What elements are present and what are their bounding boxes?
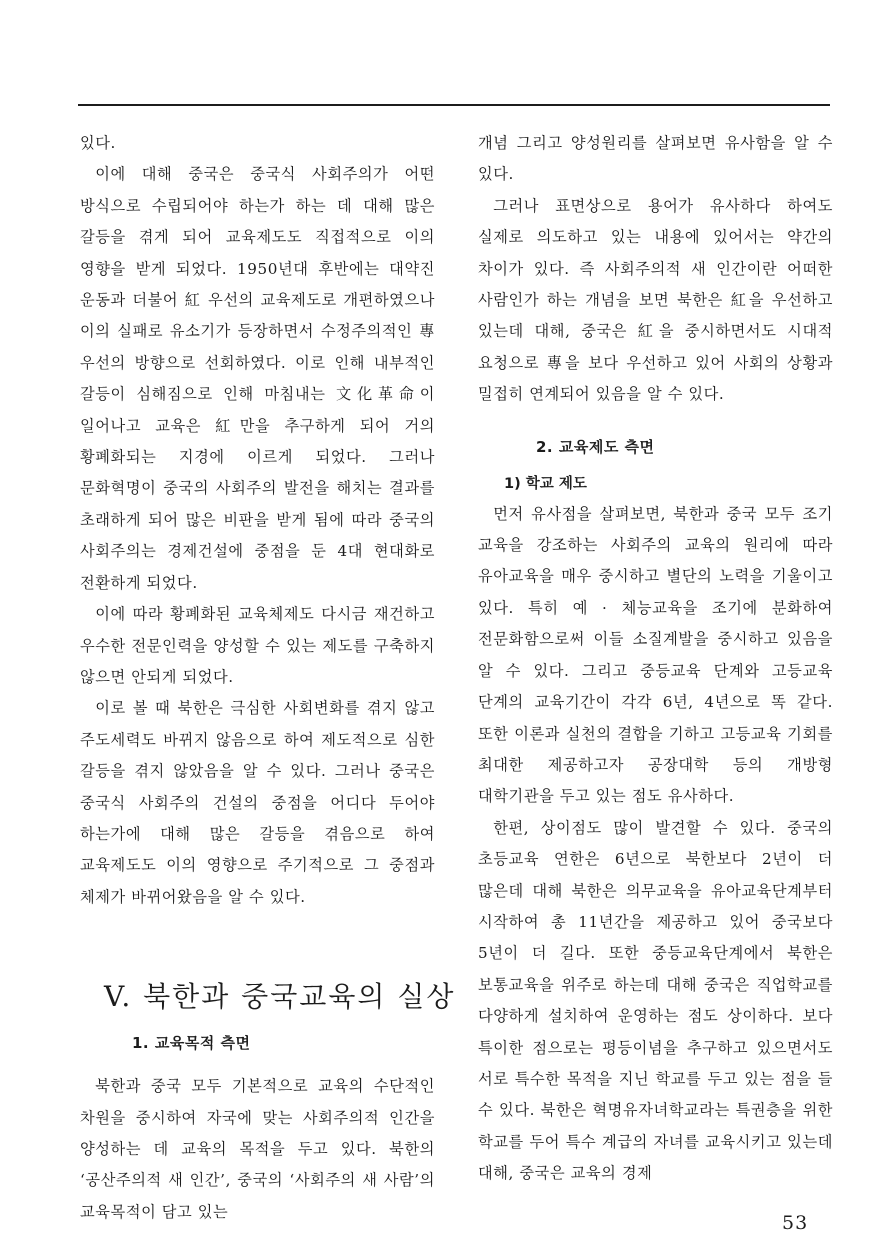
left-column [80,128,456,1228]
paragraph-education-purpose: 북한과 중국 모두 기본적으로 교육의 수단적인 차원을 중시하여 자국에 맞는 사회주의적 인간을 양성하는 데 교육의 목적을 두고 있다. 북한의 ‘공산주의적 새 인간’, 중국의 ‘사회주의 새 사람’의 교육목적이 담고 있는 [80,1077,435,1221]
paragraph-similarities: 먼저 유사점을 살펴보면, 북한과 중국 모두 조기 교육을 강조하는 사회주의 교육의 원리에 따라 유아교육을 매우 중시하고 별단의 노력을 기울이고 있다. 특히 예 · 체능교육을 조기에 분화하여 전문화함으로써 이들 소질계발을 중시하고 있음을 알 수 있다. 그리고 중등교육 단계와 고등교육 단계의 교육기간이 각각 6년, 4년으로 똑 같다. 또한 이론과 실천의 결합을 기하고 고등교육 기회를 최대한 제공하고자 공장대학 등의 개방형 대학기관을 두고 있는 점도 유사하다. [478,504,833,806]
section-heading-education-system: 2. 교육제도 측면 [536,437,655,456]
paragraph-concept-continuation: 개념 그리고 양성원리를 살펴보면 유사함을 알 수 있다. [478,134,833,184]
paragraph-comparison: 이로 볼 때 북한은 극심한 사회변화를 겪지 않고 주도세력도 바뀌지 않음으로 하여 제도적으로 심한 갈등을 겪지 않았음을 알 수 있다. 그러나 중국은 중국식 사회주의 건설의 중점을 어디다 두어야 하는가에 대해 많은 갈등을 겪음으로 하여 교육제도도 이의 영향으로 주기적으로 그 중점과 체제가 바뀌어왔음을 알 수 있다. [80,699,435,906]
chapter-heading: V. 북한과 중국교육의 실상 [104,980,456,1014]
section-heading-education-purpose: 1. 교육목적 측면 [132,1034,251,1053]
paragraph-china-conflict: 이에 대해 중국은 중국식 사회주의가 어떤 방식으로 수립되어야 하는가 하는 데 대해 많은 갈등을 겪게 되어 교육제도도 직접적으로 이의 영향을 받게 되었다. 1950년대 후반에는 대약진 운동과 더불어 紅 우선의 교육제도로 개편하였으나 이의 실패로 유소기가 등장하면서 수정주의적인 專 우선의 방향으로 선회하였다. 이로 인해 내부적인 갈등이 심해짐으로 인해 마침내는 文化革命이 일어나고 교육은 紅만을 추구하게 되어 거의 황폐화되는 지경에 이르게 되었다. 그러나 문화혁명이 중국의 사회주의 발전을 해치는 결과를 초래하게 되어 많은 비판을 받게 됨에 따라 중국의 사회주의는 경제건설에 중점을 둔 4대 현대화로 전환하게 되었다. [80,165,435,592]
right-column [478,128,833,1190]
paragraph-continuation: 있다. [80,134,116,152]
paragraph-differences: 한편, 상이점도 많이 발견할 수 있다. 중국의 초등교육 연한은 6년으로 북한보다 2년이 더 많은데 대해 북한은 의무교육을 유아교육단계부터 시작하여 총 11년간을 제공하고 있어 중국보다 5년이 더 길다. 또한 중등교육단계에서 북한은 보통교육을 위주로 하는데 대해 중국은 직업학교를 다양하게 설치하여 운영하는 점도 상이하다. 보다 특이한 점으로는 평등이념을 추구하고 있으면서도 서로 특수한 목적을 지닌 학교를 두고 있는 점을 들 수 있다. 북한은 혁명유자녀학교라는 특권층을 위한 학교를 두어 특수 계급의 자녀를 교육시키고 있는데 대해, 중국은 교육의 경제 [478,818,833,1183]
page-number: 53 [782,1212,809,1234]
paragraph-rebuild: 이에 따라 황폐화된 교육체제도 다시금 재건하고 우수한 전문인력을 양성할 수 있는 제도를 구축하지 않으면 안되게 되었다. [80,605,435,686]
paragraph-terminology-difference: 그러나 표면상으로 용어가 유사하다 하여도 실제로 의도하고 있는 내용에 있어서는 약간의 차이가 있다. 즉 사회주의적 새 인간이란 어떠한 사람인가 하는 개념을 보면 북한은 紅을 우선하고 있는데 대해, 중국은 紅을 중시하면서도 시대적 요청으로 專을 보다 우선하고 있어 사회의 상황과 밀접히 연계되어 있음을 알 수 있다. [478,196,833,404]
header-rule [78,104,830,106]
subsection-heading-school-system: 1) 학교 제도 [504,475,587,492]
